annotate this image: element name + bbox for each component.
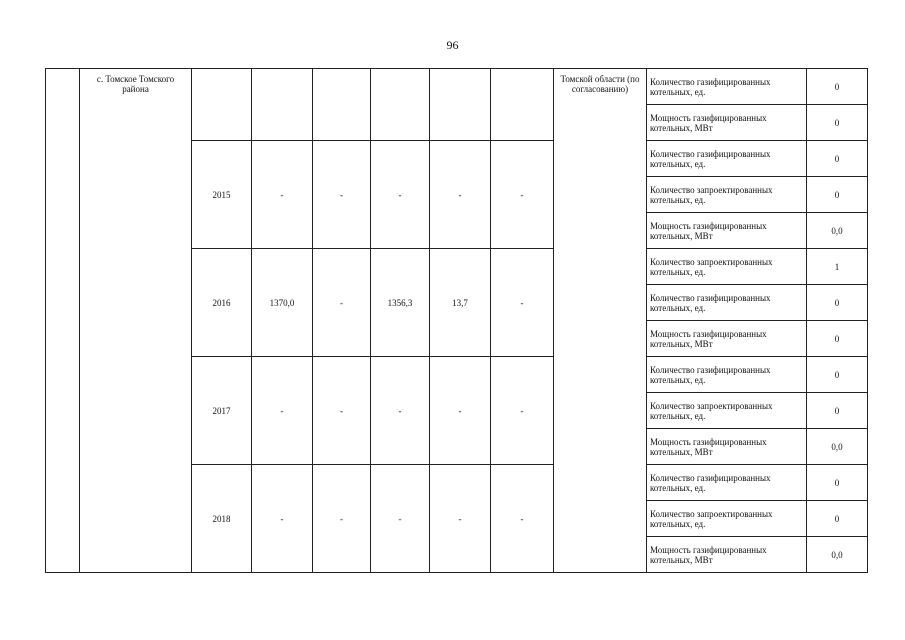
year-cell: [192, 69, 252, 141]
funding-value-cell: -: [491, 357, 554, 465]
indicator-name-cell: Количество газифицированных котельных, ед.: [647, 141, 807, 177]
funding-value-cell: [371, 69, 430, 141]
program-table: [45, 68, 868, 573]
funding-value-cell: [313, 69, 371, 141]
indicator-name-cell: Мощность газифицированных котельных, МВт: [647, 429, 807, 465]
indicator-name-cell: Мощность газифицированных котельных, МВт: [647, 537, 807, 573]
funding-value-cell: -: [313, 141, 371, 249]
indicator-name-cell: Мощность газифицированных котельных, МВт: [647, 213, 807, 249]
year-cell: 2018: [192, 465, 252, 573]
indicator-value-cell: 0: [807, 177, 868, 213]
indicator-name-cell: Мощность газифицированных котельных, МВт: [647, 105, 807, 141]
funding-value-cell: [491, 69, 554, 141]
page-number: 96: [446, 38, 459, 52]
funding-value-cell: -: [491, 141, 554, 249]
indicator-value-cell: 1: [807, 249, 868, 285]
funding-value-cell: -: [313, 465, 371, 573]
indicator-name-cell: Количество запроектированных котельных, ед.: [647, 177, 807, 213]
funding-value-cell: -: [430, 465, 491, 573]
indicator-value-cell: 0: [807, 321, 868, 357]
funding-value-cell: -: [313, 249, 371, 357]
indicator-value-cell: 0: [807, 285, 868, 321]
location-cell: с. Томское Томского района: [80, 69, 192, 573]
row-number-cell: [46, 69, 80, 573]
indicator-value-cell: 0: [807, 357, 868, 393]
year-cell: 2016: [192, 249, 252, 357]
indicator-value-cell: 0: [807, 69, 868, 105]
funding-value-cell: 1356,3: [371, 249, 430, 357]
table-row: [46, 69, 868, 105]
indicator-name-cell: Количество газифицированных котельных, ед.: [647, 357, 807, 393]
funding-value-cell: -: [491, 465, 554, 573]
indicator-name-cell: Количество запроектированных котельных, ед.: [647, 249, 807, 285]
funding-value-cell: -: [371, 141, 430, 249]
executor-cell: Томской области (по согласованию): [554, 69, 647, 573]
funding-value-cell: -: [430, 141, 491, 249]
funding-value-cell: -: [252, 465, 313, 573]
funding-value-cell: -: [252, 141, 313, 249]
year-cell: 2015: [192, 141, 252, 249]
indicator-value-cell: 0: [807, 141, 868, 177]
funding-value-cell: -: [371, 465, 430, 573]
indicator-name-cell: Количество газифицированных котельных, ед.: [647, 69, 807, 105]
indicator-name-cell: Количество газифицированных котельных, ед.: [647, 285, 807, 321]
indicator-value-cell: 0: [807, 465, 868, 501]
indicator-value-cell: 0,0: [807, 429, 868, 465]
funding-value-cell: 1370,0: [252, 249, 313, 357]
table-body: [46, 69, 868, 573]
funding-value-cell: 13,7: [430, 249, 491, 357]
funding-value-cell: [430, 69, 491, 141]
funding-value-cell: -: [313, 357, 371, 465]
funding-value-cell: -: [491, 249, 554, 357]
funding-value-cell: -: [371, 357, 430, 465]
indicator-name-cell: Мощность газифицированных котельных, МВт: [647, 321, 807, 357]
indicator-value-cell: 0,0: [807, 213, 868, 249]
funding-value-cell: -: [252, 357, 313, 465]
year-cell: 2017: [192, 357, 252, 465]
indicator-value-cell: 0,0: [807, 537, 868, 573]
indicator-name-cell: Количество газифицированных котельных, ед.: [647, 465, 807, 501]
indicator-value-cell: 0: [807, 501, 868, 537]
funding-value-cell: -: [430, 357, 491, 465]
indicator-name-cell: Количество запроектированных котельных, ед.: [647, 393, 807, 429]
indicator-value-cell: 0: [807, 105, 868, 141]
funding-value-cell: [252, 69, 313, 141]
indicator-value-cell: 0: [807, 393, 868, 429]
indicator-name-cell: Количество запроектированных котельных, ед.: [647, 501, 807, 537]
